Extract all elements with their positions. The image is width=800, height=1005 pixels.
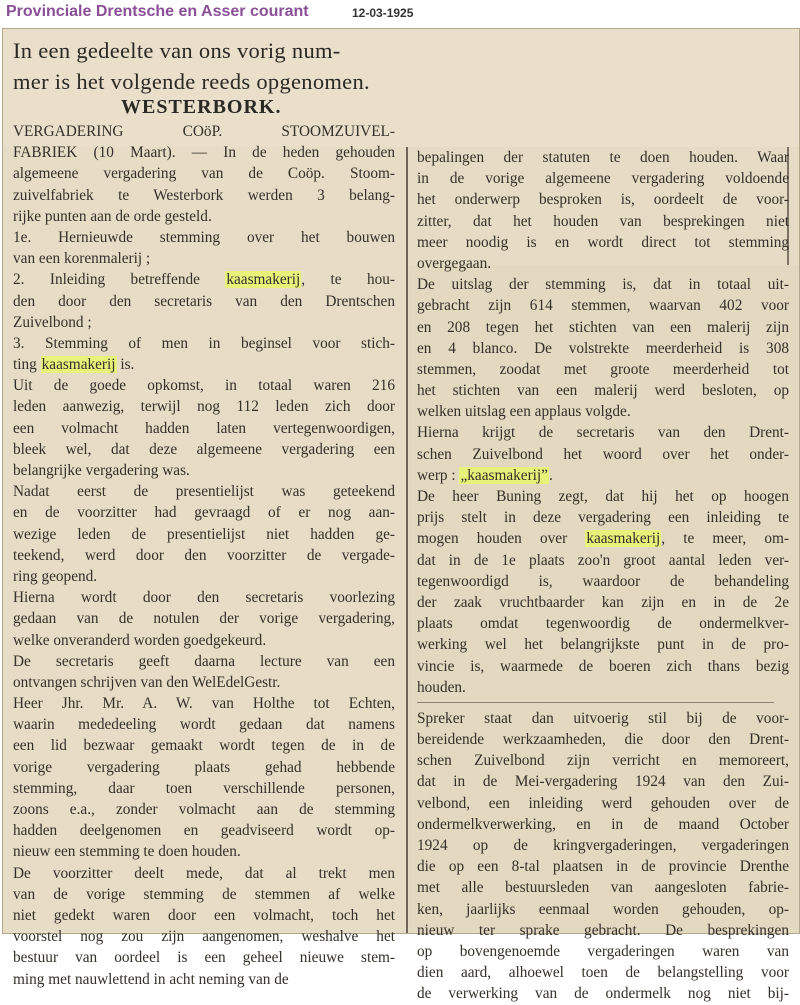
text-line: houden. [417, 678, 466, 696]
text-line: zuivelfabriek te Westerbork werden 3 belang- [13, 186, 395, 204]
text-line: ring geopend. [13, 567, 98, 585]
text-line: Heer Jhr. Mr. A. W. van Holthe tot Echten, [13, 695, 395, 713]
text-line: het onderwerp besproken is, oordeelt de voor- [417, 191, 789, 209]
text-line: en de voorzitter had gevraagd of er nog aan- [13, 504, 395, 522]
intro-line: In een gedeelte van ons vorig num- [13, 38, 341, 63]
text-line: werp : „kaasmakerij”. [417, 466, 553, 484]
text-line: De voorzitter deelt mede, dat al trekt men [13, 864, 395, 882]
text-line: op bovengenoemde vergaderingen waren van [417, 942, 789, 960]
text-line: De secretaris geeft daarna lecture van een [13, 652, 395, 670]
text-line: ontvangen schrijven van den WelEdelGestr. [13, 673, 281, 691]
text-line: plaats omdat tegenwoordig de ondermelkver- [417, 615, 789, 633]
text-line: Nadat eerst de presentielijst was geteekend [13, 483, 395, 501]
text-line: belangrijke vergadering was. [13, 462, 190, 479]
newspaper-title: Provinciale Drentsche en Asser courant [6, 3, 309, 20]
text-line: ting kaasmakerij is. [13, 356, 135, 374]
viewer-header [0, 0, 800, 26]
text-line: ondermelkverwerking, en in de maand October [417, 815, 789, 833]
text-line: bestuur van oordeel is een geheel nieuwe stem- [13, 949, 395, 967]
text-line: voorstel nog zou zijn aangenomen, weshalve het [13, 928, 395, 946]
text-line: schen Zuivelbond het woord over het onder- [417, 445, 789, 463]
text-line: stemming, daar toen verschillende personen, [13, 779, 395, 797]
text-line: rijke punten aan de orde gesteld. [13, 207, 212, 225]
intro-line: mer is het volgende reeds opgenomen. [13, 69, 370, 94]
intro-text [13, 35, 403, 97]
text-line: mogen houden over kaasmakerij, te meer, om- [417, 530, 789, 548]
text-line: Uit de goede opkomst, in totaal waren 216 [13, 377, 395, 395]
text-line: De uitslag der stemming is, dat in totaal uit- [417, 276, 789, 294]
text-line: den door den secretaris van den Drentschen [13, 292, 395, 310]
text-line: en 208 tegen het stichten van een malerij zijn [417, 318, 789, 336]
text-line: nieuw een stemming te doen houden. [13, 843, 241, 861]
text-line: met alle bestuursleden van aangesloten fabrie- [417, 879, 789, 897]
text-line: leden aanwezig, terwijl nog 112 leden zich door [13, 398, 395, 416]
text-line: zoons e.a., zonder volmacht aan de stemming [13, 801, 395, 818]
text-line: teekend, werd door den voorzitter de vergade- [13, 546, 395, 564]
text-line: De heer Buning zegt, dat hij het op hoogen [417, 488, 789, 505]
text-line: meer noodig is en wordt direct tot stemming [417, 233, 789, 251]
text-line: 1e. Hernieuwde stemming over het bouwen [13, 228, 395, 246]
text-line: Hierna wordt door den secretaris voorlezing [13, 589, 395, 607]
text-line: gedaan van de notulen der vorige vergadering, [13, 610, 395, 628]
search-highlight: kaasmakerij [586, 530, 661, 548]
search-highlight: kaasmakerij [41, 356, 116, 374]
search-highlight: kaasmakerij [226, 271, 301, 289]
text-line: 3. Stemming of men in beginsel voor stich- [13, 334, 395, 352]
text-line: 2. Inleiding betreffende kaasmakerij, te hou- [13, 271, 396, 289]
text-line: vincie is, waarmede de boeren zich thans bezig [417, 657, 789, 675]
text-line: het stichten van een malerij werd besloten, op [417, 382, 789, 400]
text-line: welke onveranderd worden goedgekeurd. [13, 631, 267, 649]
article-heading: WESTERBORK. [121, 96, 282, 118]
text-line: bereidende werkzaamheden, die door den Drent- [417, 731, 789, 749]
text-line: gebracht zijn 614 stemmen, waarvan 402 voor [417, 297, 789, 315]
search-highlight: „kaasmakerij” [460, 466, 548, 484]
text-line: FABRIEK (10 Maart). — In de heden gehouden [13, 144, 395, 162]
text-line: velbond, een inleiding werd gehouden over de [417, 794, 789, 812]
text-line: ming met nauwlettend in acht neming van de [13, 970, 289, 988]
text-line: dien aard, alhoewel toen de belangstelling voor [417, 964, 789, 982]
text-line: niet gedekt waren door een volmacht, toch het [13, 906, 395, 924]
text-line: bleek wel, dat deze algemeene vergadering een [13, 440, 395, 458]
text-line: werking wel het belangrijkste punt in de pro- [417, 636, 789, 654]
publication-date: 12-03-1925 [352, 6, 414, 20]
text-line: de verwerking van de ondermelk nog niet bij- [417, 985, 789, 1003]
text-line: zitter, dat het houden van besprekingen niet [417, 212, 789, 230]
text-line: een lid bezwaar gemaakt wordt tegen de in de [13, 737, 395, 755]
text-line: vorige vergadering plaats gehad hebbende [13, 758, 395, 776]
paragraph-rule [417, 702, 774, 703]
text-line: Spreker staat dan uitvoerig stil bij de voor- [417, 709, 789, 727]
text-line: waarin mededeeling wordt gedaan dat namens [13, 716, 395, 734]
text-line: tegenwoordigd is, waardoor de behandeling [417, 572, 789, 590]
text-line: die op een 8-tal plaatsen in de provincie Drenthe [417, 858, 789, 876]
right-column [417, 147, 789, 1005]
text-line: VERGADERING COöP. STOOMZUIVEL- [13, 123, 395, 140]
text-line: van een korenmalerij ; [13, 250, 151, 268]
text-line: overgegaan. [417, 254, 492, 272]
text-line: nieuw ter sprake gebracht. De besprekingen [417, 921, 789, 939]
text-line: van de vorige stemming de stemmen af welke [13, 885, 395, 903]
text-line: hadden deelgenomen en geadviseerd wordt op- [13, 822, 395, 840]
newspaper-clipping [2, 28, 800, 1003]
text-line: bepalingen der statuten te doen houden. Waar [417, 149, 789, 166]
text-line: algemeene vergadering van de Coöp. Stoom- [13, 165, 395, 183]
text-line: welken uitslag een applaus volgde. [417, 403, 631, 421]
text-line: Zuivelbond ; [13, 313, 92, 331]
left-column [13, 121, 395, 990]
text-line: der zaak vruchtbaarder kan zijn en in de 2e [417, 593, 789, 611]
text-line: 1924 op de kringvergaderingen, vergaderingen [417, 837, 789, 854]
text-line: een volmacht hadden laten vertegenwoordigen, [13, 419, 395, 437]
text-line: in de vorige algemeene vergadering voldoende [417, 170, 789, 188]
text-line: dat in de Mei-vergadering 1924 van den Zui- [417, 773, 789, 791]
text-line: en 4 blanco. De volstrekte meerderheid is 308 [417, 339, 789, 357]
text-line: ken, jaarlijks eenmaal worden gehouden, op- [417, 900, 789, 918]
text-line: schen Zuivelbond zijn verricht en memoreert, [417, 752, 789, 770]
text-line: Hierna krijgt de secretaris van den Drent- [417, 424, 789, 442]
column-divider [406, 147, 408, 933]
text-line: wezige leden de presentielijst niet hadden ge- [13, 525, 395, 543]
text-line: stemmen, zoodat met groote meerderheid tot [417, 360, 789, 378]
text-line: prijs stelt in deze vergadering een inleiding te [417, 509, 789, 527]
text-line: dat in de 1e plaats zoo'n groot aantal leden ver- [417, 551, 789, 569]
